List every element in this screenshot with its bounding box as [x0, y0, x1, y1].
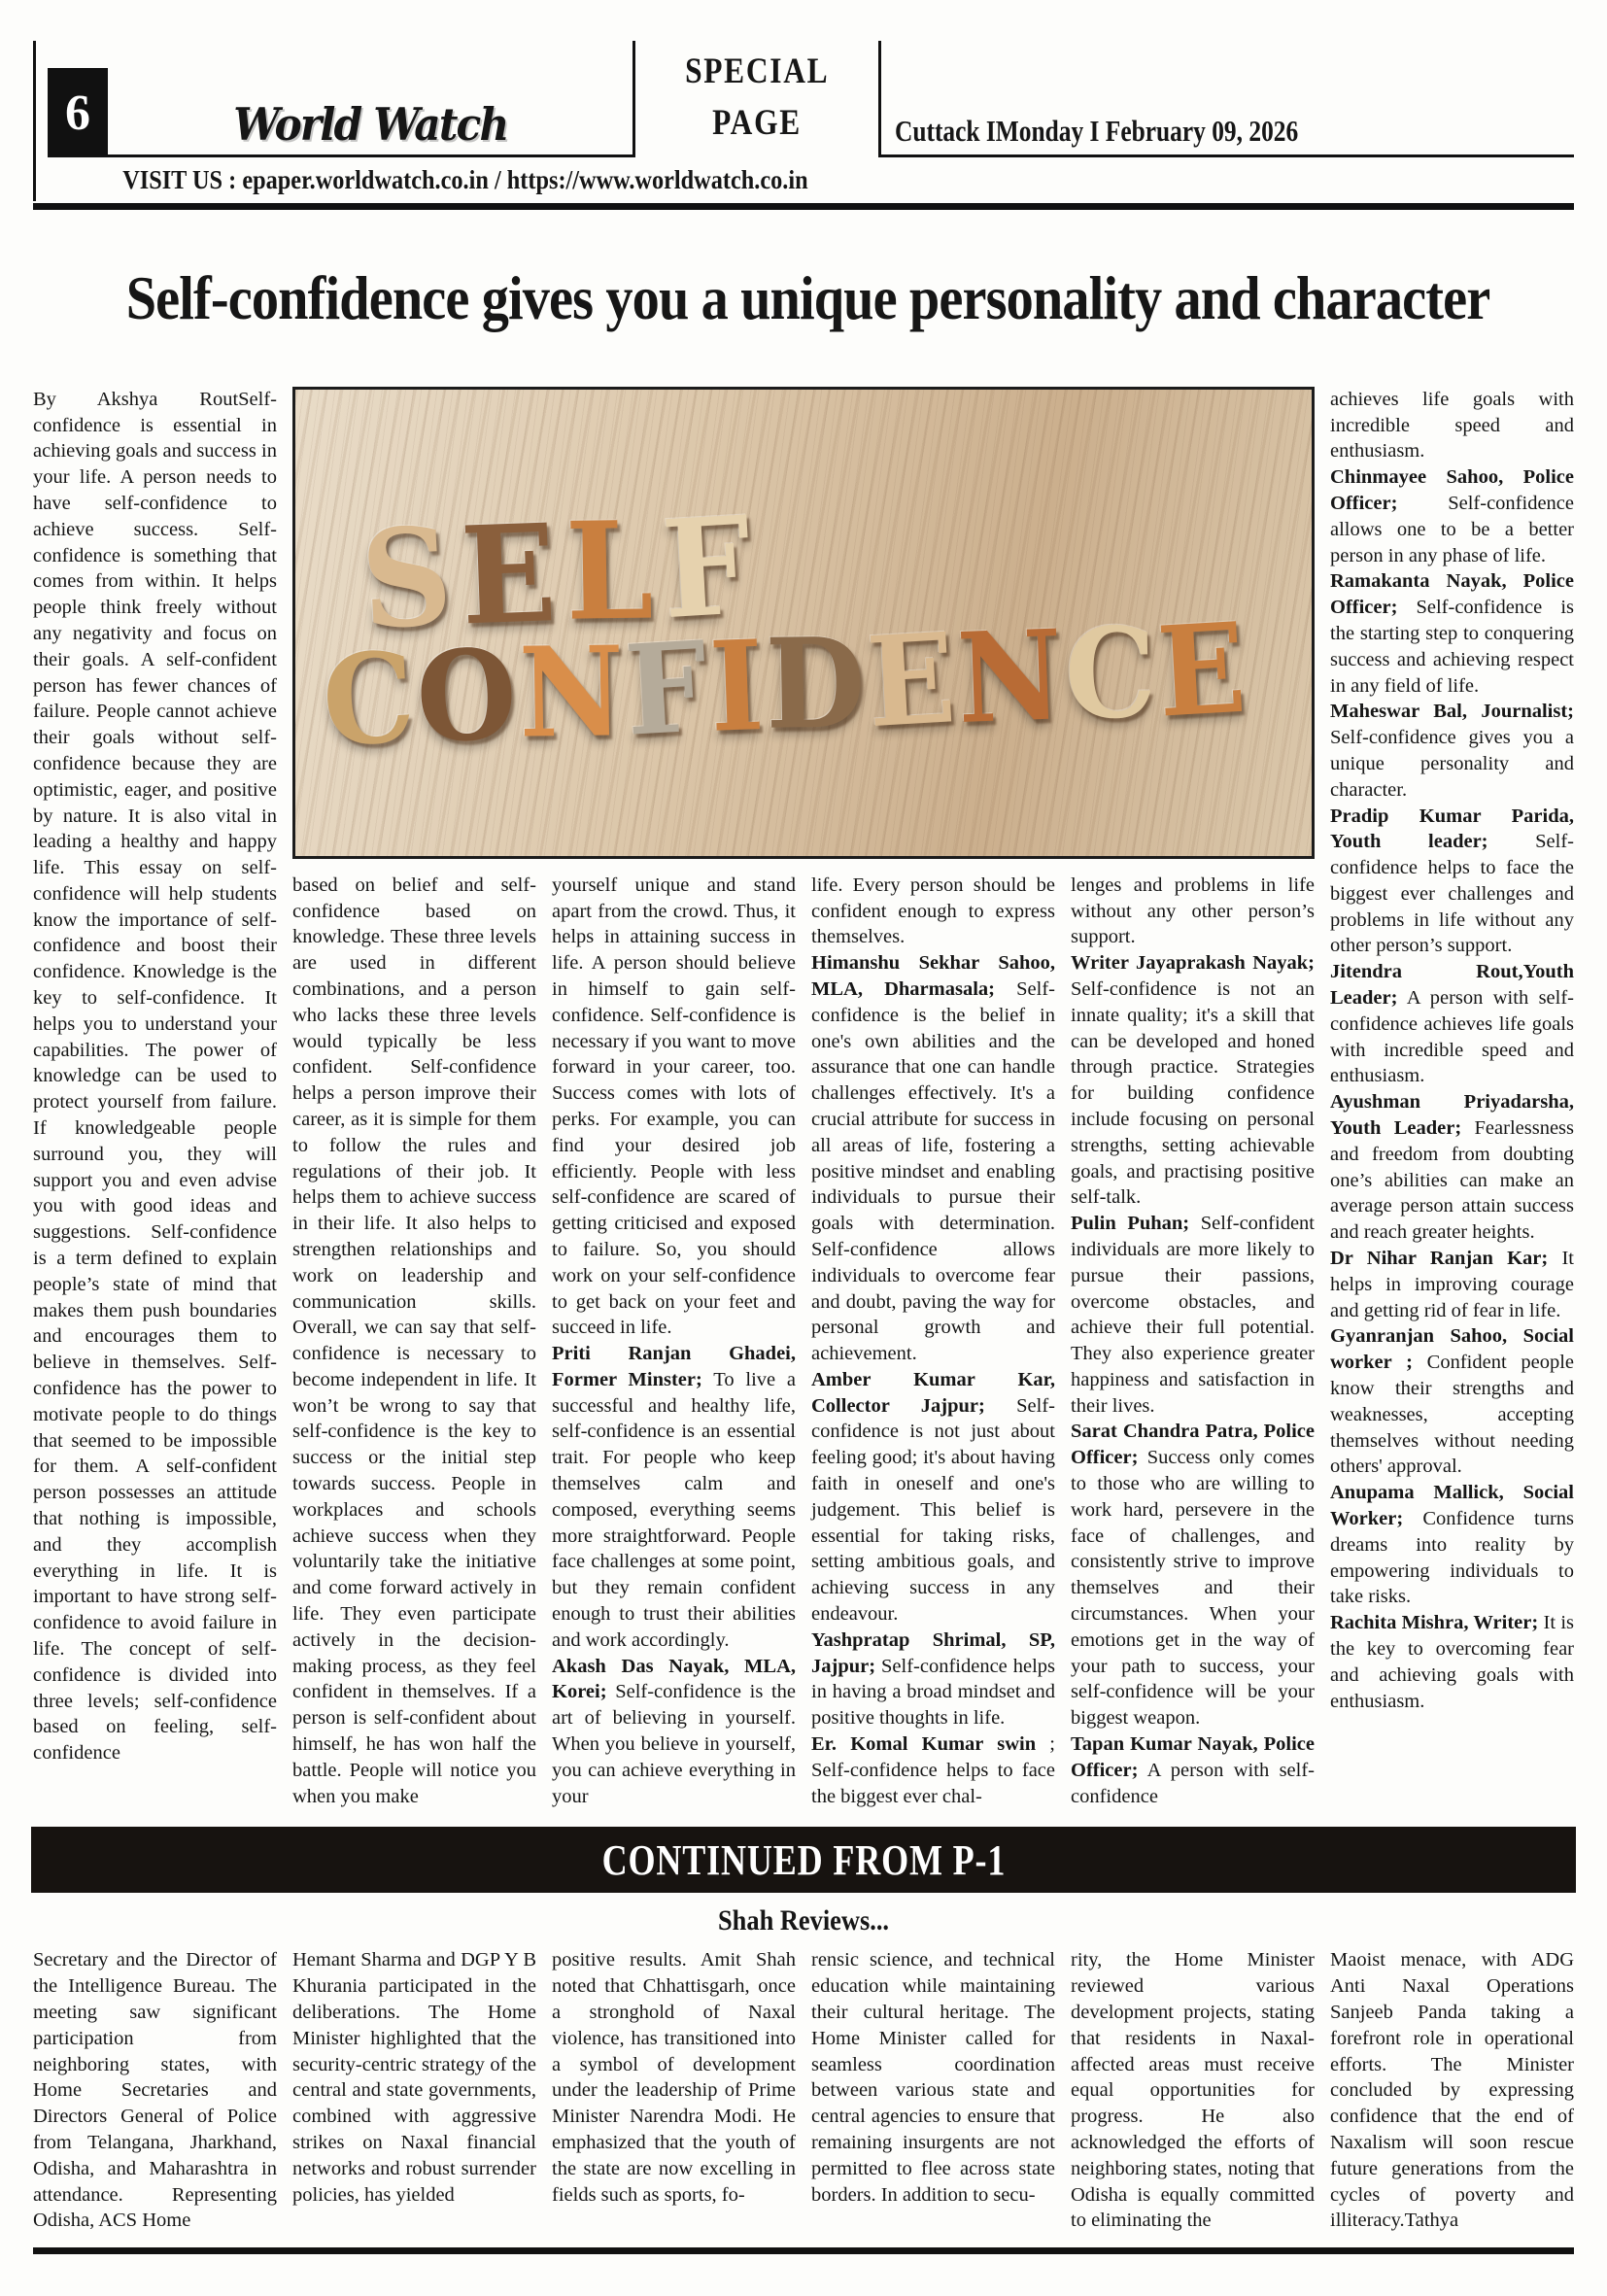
photo-word-self: S E L F	[357, 487, 756, 661]
section-label-line1: SPECIAL	[684, 51, 830, 91]
main-article	[33, 387, 1574, 1810]
continued-column-4: rensic science, and technical education while maintaining their cultural heritage. The Home Minister called for seamless coordination between various state and central agencies to ensure that remaining insurgents are not permitted to flee across state borders. In addition to secu-	[811, 1949, 1055, 2206]
article-column-2: based on belief and self-confidence based on knowledge. These three levels are used in different combinations, and a person who lacks these three levels would typically be less confident. Self-confidence helps a person improve their career, as it is simple for them to follow the rules and regulations of their job. It helps them to achieve success in their life. It also helps to strengthen relationships and work on leadership and communication skills. Overall, we can say that self-confidence is necessary to become independent in life. It won’t be wrong to say that self-confidence is the key to success or the initial step towards success. People in workplaces and schools achieve success when they voluntarily take the initiative and come forward actively in life. They even participate actively in the decision-making process, as they feel confident in themselves. If a person is self-confident about himself, he has won half the battle. People will notice you when you make	[292, 874, 536, 1807]
dateline: Cuttack IMonday I February 09, 2026	[895, 114, 1299, 148]
self-confidence-photo	[292, 387, 1315, 859]
photo-word-confidence: C O N F I D E N C E	[319, 594, 1250, 774]
newspaper-logo: World Watch	[232, 98, 508, 151]
section-label	[633, 41, 881, 157]
section-label-line2: PAGE	[712, 103, 802, 143]
page-number-badge	[48, 68, 108, 157]
article-column-4: life. Every person should be confident enough to express themselves. Himanshu Sekhar Sahoo, MLA, Dharmasala; Self-confidence is the belief in one's own abilities and the assurance that one can handle challenges effectively. It's a crucial attribute for success in all areas of life, fostering a positive mindset and enabling individuals to pursue their goals with determination. Self-confidence allows individuals to overcome fear and doubt, paving the way for personal growth and achievement. Amber Kumar Kar, Collector Jajpur; Self-confidence is not just about feeling good; it's about having faith in oneself and one's judgement. This belief is essential for taking risks, setting ambitious goals, and achieving success in any endeavour. Yashpratap Shrimal, SP, Jajpur; Self-confidence helps in having a broad mindset and positive thoughts in life. Er. Komal Kumar swin ; Self-confidence helps to face the biggest ever chal-	[811, 874, 1056, 1807]
article-column-6: achieves life goals with incredible speed and enthusiasm. Chinmayee Sahoo, Police Officer; Self-confidence allows one to be a better person in any phase of life. Ramakanta Nayak, Police Officer; Self-confidence is the starting step to conquering success and achieving respect in any field of life. Maheswar Bal, Journalist; Self-confidence gives you a unique personality and character. Pradip Kumar Parida, Youth leader; Self-confidence helps to face the biggest ever challenges and problems in life without any other person’s support. Jitendra Rout,Youth Leader; A person with self-confidence achieves life goals with incredible speed and enthusiasm. Ayushman Priyadarsha, Youth Leader; Fearlessness and freedom from doubting one’s abilities can make an average person attain success and reach greater heights. Dr Nihar Ranjan Kar; It helps in improving courage and getting rid of fear in life. Gyanranjan Sahoo, Social worker ; Confident people know their strengths and weaknesses, accepting themselves without needing others' approval. Anupama Mallick, Social Worker; Confidence turns dreams into reality by empowering individuals to take risks. Rachita Mishra, Writer; It is the key to overcoming fear and achieving goals with enthusiasm.	[1330, 388, 1574, 1712]
page-bottom-rule	[33, 2247, 1574, 2254]
masthead-date-cell	[881, 41, 1574, 157]
main-headline: Self-confidence gives you a unique personality and character	[125, 262, 1490, 332]
masthead	[33, 41, 1574, 201]
page-number: 6	[65, 85, 90, 141]
continued-column-5: rity, the Home Minister reviewed various development projects, stating that residents in Naxal-affected areas must receive equal opportunities for progress. He also acknowledged the efforts of neighboring states, noting that Odisha is equally committed to eliminating the	[1071, 1949, 1315, 2232]
article-column-5: lenges and problems in life without any other person’s support. Writer Jayaprakash Nayak; Self-confidence is not an innate quality; it's a skill that can be developed and honed through practice. Strategies for building confidence include focusing on personal strengths, setting achievable goals, and practising positive self-talk. Pulin Puhan; Self-confident individuals are more likely to pursue their passions, overcome obstacles, and achieve their full potential. They also experience greater happiness and satisfaction in their lives. Sarat Chandra Patra, Police Officer; Success only comes to those who are willing to work hard, persevere in the face of challenges, and consistently strive to improve themselves and their circumstances. When your emotions get in the way of your path to success, your self-confidence will be your biggest weapon. Tapan Kumar Nayak, Police Officer; A person with self-confidence	[1071, 874, 1315, 1807]
continued-banner	[33, 1829, 1574, 1891]
continued-subhead: Shah Reviews...	[717, 1904, 890, 1937]
continued-column-2: Hemant Sharma and DGP Y B Khurania participated in the deliberations. The Home Minister highlighted that the security-centric strategy of the central and state governments, combined with aggressive strikes on Naxal financial networks and robust surrender policies, has yielded	[292, 1949, 536, 2206]
masthead-rule	[33, 203, 1574, 210]
visit-us-row	[48, 157, 883, 201]
visit-us-text: VISIT US : epaper.worldwatch.co.in / https://www.worldwatch.co.in	[122, 165, 808, 194]
continued-column-3: positive results. Amit Shah noted that Chhattisgarh, once a stronghold of Naxal violence, has transitioned into a symbol of development under the leadership of Prime Minister Narendra Modi. He emphasized that the youth of the state are now excelling in fields such as sports, fo-	[552, 1949, 796, 2206]
continued-article	[33, 1947, 1574, 2234]
continued-column-1: Secretary and the Director of the Intelligence Bureau. The meeting saw significant participation from neighboring states, with Home Secretaries and Directors General of Police from Telangana, Jharkhand, Odisha, and Maharashtra in attendance. Representing Odisha, ACS Home	[33, 1949, 277, 2232]
continued-column-6: Maoist menace, with ADG Anti Naxal Operations Sanjeeb Panda taking a forefront role in operational efforts. The Minister concluded by expressing confidence that the end of Naxalism will soon rescue future generations from the cycles of poverty and illiteracy.Tathya	[1330, 1949, 1574, 2232]
continued-banner-text: CONTINUED FROM P-1	[601, 1835, 1006, 1884]
masthead-logo-cell	[108, 41, 633, 157]
article-column-3: yourself unique and stand apart from the crowd. Thus, it helps in attaining success in life. A person should believe in himself to gain self-confidence. Self-confidence is necessary if you want to move forward in your career, too. Success comes with lots of perks. For example, you can find your desired job efficiently. People with less self-confidence are scared of getting criticised and exposed to failure. So, you should work on your self-confidence to get back on your feet and succeed in life. Priti Ranjan Ghadei, Former Minster; To live a successful and healthy life, self-confidence is an essential trait. For people who keep themselves calm and composed, everything seems more straightforward. People face challenges at some point, but they remain confident enough to trust their abilities and work accordingly. Akash Das Nayak, MLA, Korei; Self-confidence is the art of believing in yourself. When you believe in yourself, you can achieve everything in your	[552, 874, 796, 1807]
article-column-1: By Akshya RoutSelf-confidence is essential in achieving goals and success in your life. A person needs to have self-confidence to achieve success. Self-confidence is something that comes from within. It helps people think freely without any negativity and focus on their goals. A self-confident person has fewer chances of failure. People cannot achieve their goals without self-confidence because they are optimistic, eager, and positive by nature. It is also vital in leading a healthy and happy life. This essay on self-confidence will help students know the importance of self-confidence and boost their confidence. Knowledge is the key to self-confidence. It helps you to understand your capabilities. The power of knowledge can be used to protect yourself from failure. If knowledgeable people surround you, they will support you and even advise you with good ideas and suggestions. Self-confidence is a term defined to explain people’s state of mind that makes them push boundaries and encourages them to believe in themselves. Self-confidence has the power to motivate people to do things that seemed to be impossible for them. A self-confident person possesses an attitude that nothing is impossible, and they accomplish everything in life. It is important to have strong self-confidence to avoid failure in life. The concept of self-confidence is divided into three levels; self-confidence based on feeling, self-confidence	[33, 388, 277, 1765]
